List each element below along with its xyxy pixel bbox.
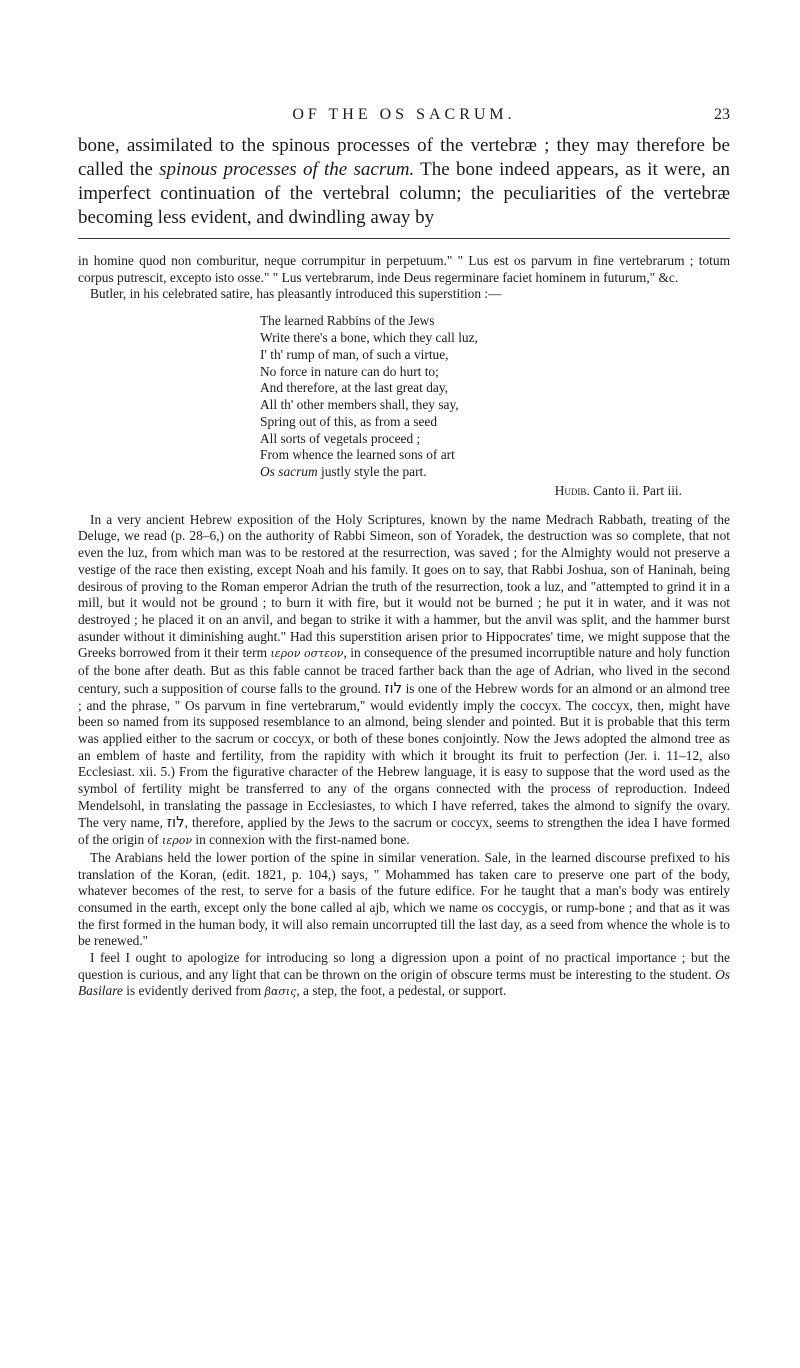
verse-line: All th' other members shall, they say, bbox=[260, 397, 459, 413]
note-apology bbox=[78, 950, 730, 1001]
greek-term: ιερον bbox=[162, 834, 193, 848]
verse-line: From whence the learned sons of art bbox=[260, 447, 455, 463]
verse-line-last bbox=[260, 464, 730, 481]
note-text: , a step, the foot, a pedestal, or support. bbox=[296, 983, 507, 999]
verse-line: I' th' rump of man, of such a virtue, bbox=[260, 346, 449, 362]
note-arabians: The Arabians held the lower portion of the spine in similar veneration. Sale, in the learned discourse prefixed to his translation of the Koran, (edit. 1821, p. 104,) says, " Mohammed has taken care to preserve one part of the body, whatever becomes of the rest, to serve for a basis of the future edifice. For he taught that a man's body was entirely consumed in the earth, except only the bone called al ajb, which we name os coccygis, or rump-bone ; and that as it was the first formed in the human body, it will also remain uncorrupted till the last day, as a seed from whence the whole is to be renewed." bbox=[78, 849, 730, 949]
hebrew-word: לוז bbox=[384, 678, 403, 697]
note-text: In a very ancient Hebrew exposition of the Holy Scriptures, known by the name Medrach Rabbath, treating of the Deluge, we read (p. 28–6,) on the authority of Rabbi Simeon, son of Yoradek, the destruction was so complete, that not even the luz, from which man was to be restored at the resurrection, was saved ; for the Almighty would not preserve a vestige of the race then existing, except Noah and his family. It goes on to say, that Rabbi Joshua, son of Haninah, being desirous of proving to the Roman emperor Adrian the truth of the resurrection, took a luz, and "attempted to grind it in a mill, but it would not be ground ; to burn it with fire, but it would not be burned ; he put it in water, and it was not destroyed ; he placed it on an anvil, and began to strike it with a hammer, but the anvil was split, and the hammer burst asunder without it diminishing aught." Had this superstition arisen prior to Hippocrates' time, we might suppose that the Greeks borrowed from it their term bbox=[78, 511, 730, 661]
verse-attribution bbox=[260, 483, 730, 500]
verse-line: Spring out of this, as from a seed bbox=[260, 413, 438, 429]
page-number: 23 bbox=[714, 106, 730, 123]
note-butler-intro: Butler, in his celebrated satire, has pleasantly introduced this superstition :— bbox=[90, 286, 502, 302]
note-text: in connexion with the first-named bone. bbox=[192, 832, 410, 848]
verse-line: No force in nature can do hurt to; bbox=[260, 363, 439, 379]
main-text-start: bone, assimilated to the spinous processes of the vertebræ ; they may therefore be called the bbox=[78, 135, 730, 180]
note-hebrew-exposition bbox=[78, 512, 730, 850]
note-text: , in consequence of the presumed incorruptible nature and holy function of the bone after death. But as this fable cannot be traced farther back than the age of Adrian, who lived in the second century, such a supposition of course falls to the ground. bbox=[78, 645, 730, 696]
page-header bbox=[78, 0, 730, 123]
note-text: is one of the Hebrew words for an almond or an almond tree ; and the phrase, " Os parvum in fine vertebrarum," would evidently imply the coccyx. The coccyx, then, might have been so named from its supposed resemblance to an almond, being slender and pointed. But it is probable that this term was applied either to the sacrum or coccyx, or both of these bones conjointly. Now the Jews adopted the almond tree as an emblem of haste and fertility, from the rapidity with which it brought its fruit to perfection (Jer. i. 11–12, also Ecclesiast. xii. 5.) From the figurative character of the Hebrew language, it is easy to suppose that the word used as the symbol of fertility might be transferred to any of the organs connected with the process of reproduction. Indeed Mendelsohl, in translating the passage in Ecclesiastes, to which I have referred, takes the almond to signify the ovary. The very name, bbox=[78, 680, 730, 831]
footnotes bbox=[78, 253, 730, 1001]
hebrew-word: לוז bbox=[166, 813, 185, 832]
note-text: I feel I ought to apologize for introducing so long a digression upon a point of no practical importance ; but the question is curious, and any light that can be thrown on the origin of obscure terms must be interesting to the student. bbox=[78, 950, 730, 982]
attribution-rest: Canto ii. Part iii. bbox=[589, 483, 682, 499]
main-text-emphasis: spinous processes of the sacrum. bbox=[159, 159, 415, 180]
verse-last-rest: justly style the part. bbox=[317, 464, 427, 480]
footnote-divider bbox=[78, 238, 730, 239]
main-paragraph bbox=[78, 134, 730, 230]
verse-line: Write there's a bone, which they call luz, bbox=[260, 329, 478, 345]
verse-line: And therefore, at the last great day, bbox=[260, 380, 449, 396]
note-latin-quote: in homine quod non comburitur, neque corrumpitur in perpetuum." " Lus est os parvum in fine vertebrarum ; totum corpus putrescit, excepto isto osse." " Lus vertebrarum, inde Deus regerminare faciet hominem in futurum," &c. bbox=[78, 253, 730, 285]
note-text: , therefore, applied by the Jews to the sacrum or coccyx, seems to strengthen the idea I have formed of the origin of bbox=[78, 815, 730, 848]
verse-line: The learned Rabbins of the Jews bbox=[260, 313, 435, 329]
verse-block bbox=[260, 313, 730, 500]
attribution-name: Hudib. bbox=[554, 483, 590, 499]
note-emphasis: Os Basilare bbox=[78, 966, 730, 999]
note-text: is evidently derived from bbox=[122, 983, 265, 999]
verse-line: All sorts of vegetals proceed ; bbox=[260, 430, 421, 446]
greek-term: βασις bbox=[264, 985, 297, 999]
running-title: OF THE OS SACRUM. bbox=[292, 106, 516, 123]
verse-emphasis: Os sacrum bbox=[260, 464, 318, 480]
main-text-end: The bone indeed appears, as it were, an imperfect continuation of the vertebral column; the peculiarities of the vertebræ becoming less evident, and dwindling away by bbox=[78, 159, 730, 228]
greek-term: ιερον οστεον bbox=[270, 647, 344, 661]
page bbox=[78, 0, 730, 1001]
